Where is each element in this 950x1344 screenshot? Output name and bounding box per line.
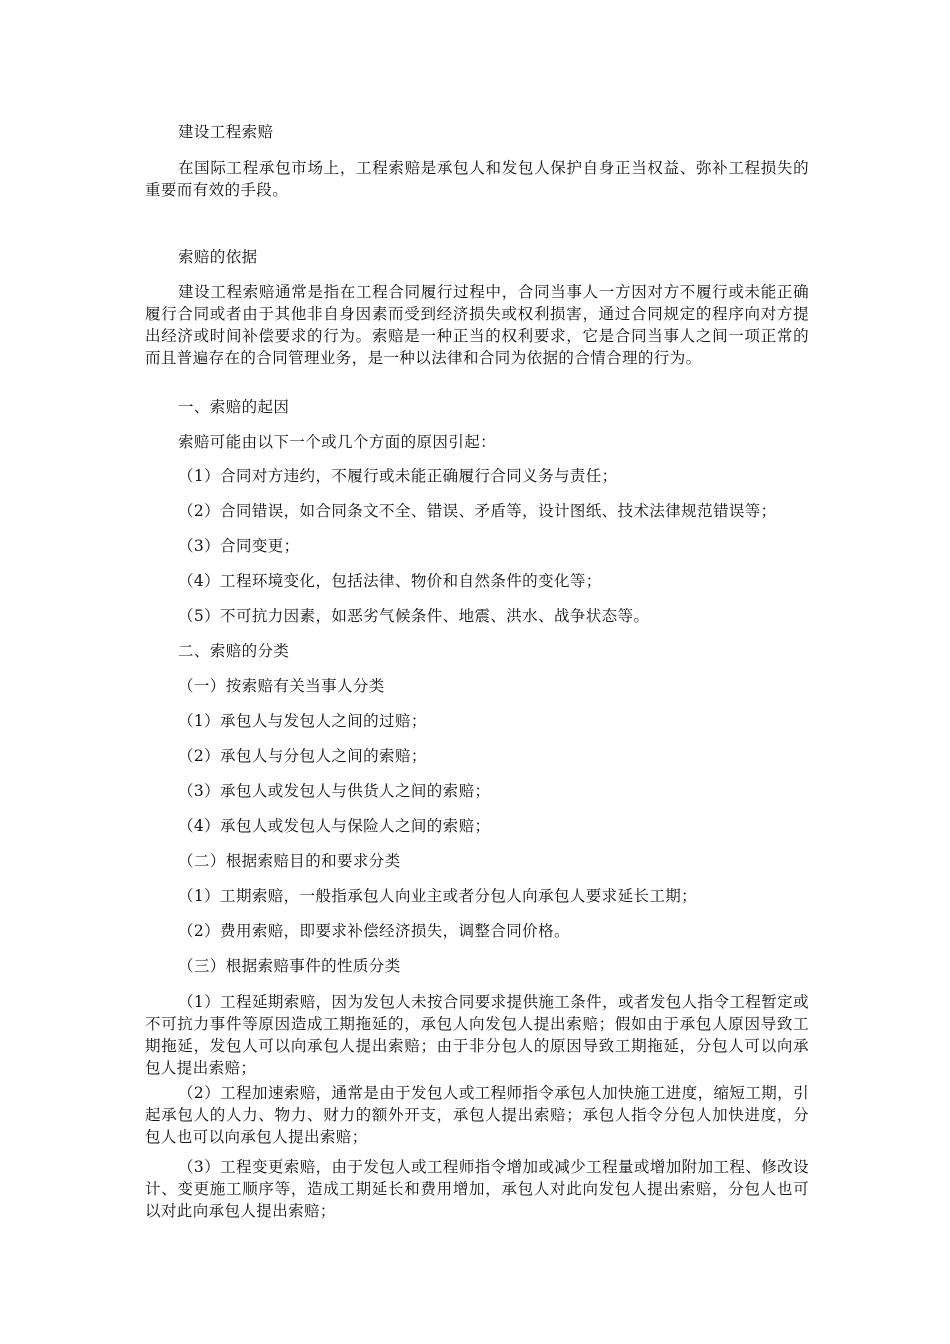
section-heading-causes: 一、索赔的起因: [178, 398, 290, 416]
purpose-item: （1）工期索赔，一般指承包人向业主或者分包人向承包人要求延长工期；: [178, 887, 698, 905]
basis-paragraph: 建设工程索赔通常是指在工程合同履行过程中，合同当事人一方因对方不履行或未能正确履行合同或者由于其他非自身因素而受到经济损失或权利损害，通过合同规定的程序向对方提出经济或时间补偿要求的行为。索赔是一种正当的权利要求，它是合同当事人之间一项正常的而且普遍存在的合同管理业务，是一种以法律和合同为依据的合情合理的行为。: [145, 283, 809, 367]
causes-intro: 索赔可能由以下一个或几个方面的原因引起：: [178, 433, 497, 451]
party-item: （2）承包人与分包人之间的索赔；: [178, 747, 427, 765]
cause-item: （3）合同变更；: [178, 537, 300, 555]
nature-item: （3）工程变更索赔，由于发包人或工程师指令增加或减少工程量或增加附加工程、修改设计、变更施工顺序等，造成工期延长和费用增加，承包人对此向发包人提出索赔，分包人也可以对此向承包人提出索赔；: [145, 1158, 809, 1220]
nature-item: （2）工程加速索赔，通常是由于发包人或工程师指令承包人加快施工进度，缩短工期，引起承包人的人力、物力、财力的额外开支，承包人提出索赔；承包人指令分包人加快进度，分包人也可以向承包人提出索赔；: [145, 1084, 809, 1146]
cause-item: （4）工程环境变化，包括法律、物价和自然条件的变化等；: [178, 572, 602, 590]
party-item: （3）承包人或发包人与供货人之间的索赔；: [178, 782, 491, 800]
subsection-heading-purpose: （二）根据索赔目的和要求分类: [178, 852, 401, 870]
cause-item: （1）合同对方违约，不履行或未能正确履行合同义务与责任；: [178, 467, 618, 485]
cause-item: （2）合同错误，如合同条文不全、错误、矛盾等，设计图纸、技术法律规范错误等；: [178, 502, 777, 520]
subsection-heading-parties: （一）按索赔有关当事人分类: [178, 677, 385, 695]
subsection-heading-nature: （三）根据索赔事件的性质分类: [178, 957, 401, 975]
purpose-item: （2）费用索赔，即要求补偿经济损失，调整合同价格。: [178, 922, 570, 940]
cause-item: （5）不可抗力因素，如恶劣气候条件、地震、洪水、战争状态等。: [178, 607, 650, 625]
nature-item: （1）工程延期索赔，因为发包人未按合同要求提供施工条件，或者发包人指令工程暂定或不可抗力事件等原因造成工期拖延的，承包人向发包人提出索赔；假如由于承包人原因导致工期拖延，发包人可以向承包人提出索赔；由于非分包人的原因导致工期拖延，分包人可以向承包人提出索赔；: [145, 993, 809, 1077]
party-item: （4）承包人或发包人与保险人之间的索赔；: [178, 817, 491, 835]
party-item: （1）承包人与发包人之间的过赔；: [178, 712, 427, 730]
intro-paragraph: 在国际工程承包市场上，工程索赔是承包人和发包人保护自身正当权益、弥补工程损失的重要而有效的手段。: [145, 159, 809, 199]
document-title: 建设工程索赔: [178, 123, 274, 141]
basis-heading: 索赔的依据: [178, 248, 258, 266]
section-heading-classification: 二、索赔的分类: [178, 642, 290, 660]
